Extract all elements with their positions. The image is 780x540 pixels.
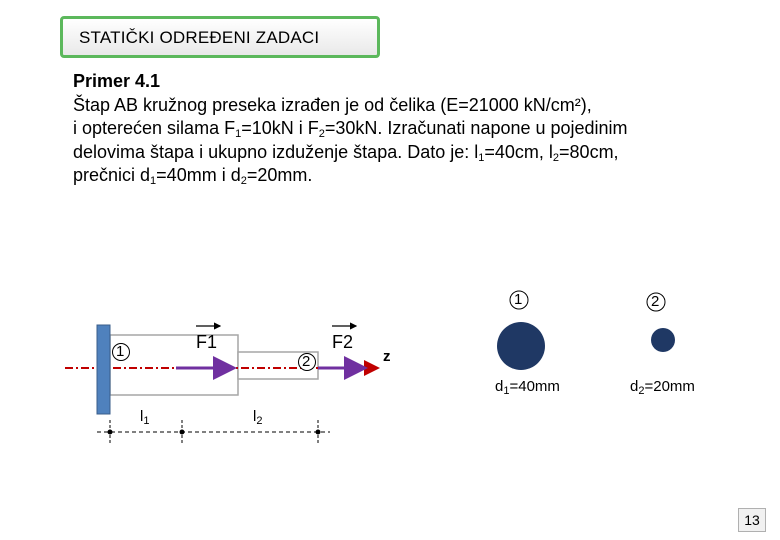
length-l1-label: $l_1$ xyxy=(140,408,150,427)
problem-line-4: prečnici $d_1=40mm$ i $d_2=20mm$. xyxy=(73,165,313,187)
problem-line-1: Štap AB kružnog preseka izrađen je od čelika (E=21000 kN/cm²), xyxy=(73,94,592,115)
axis-label-z: z xyxy=(383,348,391,365)
dimension-point xyxy=(316,430,321,435)
force-f1-label: F1 xyxy=(196,332,218,352)
length-l2-label: $l_2$ xyxy=(253,408,263,427)
bar-segment-1 xyxy=(110,335,238,395)
section-1-diameter: $d_1=40mm$ xyxy=(495,378,560,397)
page-number: 13 xyxy=(738,508,766,532)
force-f2-label: F2 xyxy=(332,332,354,352)
dimension-point xyxy=(180,430,185,435)
cross-section-2 xyxy=(651,328,675,352)
segment-1-number: 1 xyxy=(116,343,125,360)
problem-line-2: i opterećen silama $F_1=10kN$ i $F_2=30kN$. Izračunati napone u pojedinim xyxy=(73,118,628,140)
section-2-diameter: $d_2=20mm$ xyxy=(630,378,695,397)
section-1-number: 1 xyxy=(514,291,523,308)
problem-heading: Primer 4.1 xyxy=(73,71,161,91)
segment-2-number: 2 xyxy=(302,353,311,370)
section-2-number: 2 xyxy=(651,293,660,310)
fixed-wall xyxy=(97,325,110,414)
cross-section-1 xyxy=(497,322,545,370)
problem-line-3: delovima štapa i ukupno izduženje štapa. Dato je: $l_1=40cm$, $l_2=80cm$, xyxy=(73,141,619,164)
dimension-point xyxy=(108,430,113,435)
title-text: STATIČKI ODREĐENI ZADACI xyxy=(79,28,320,47)
